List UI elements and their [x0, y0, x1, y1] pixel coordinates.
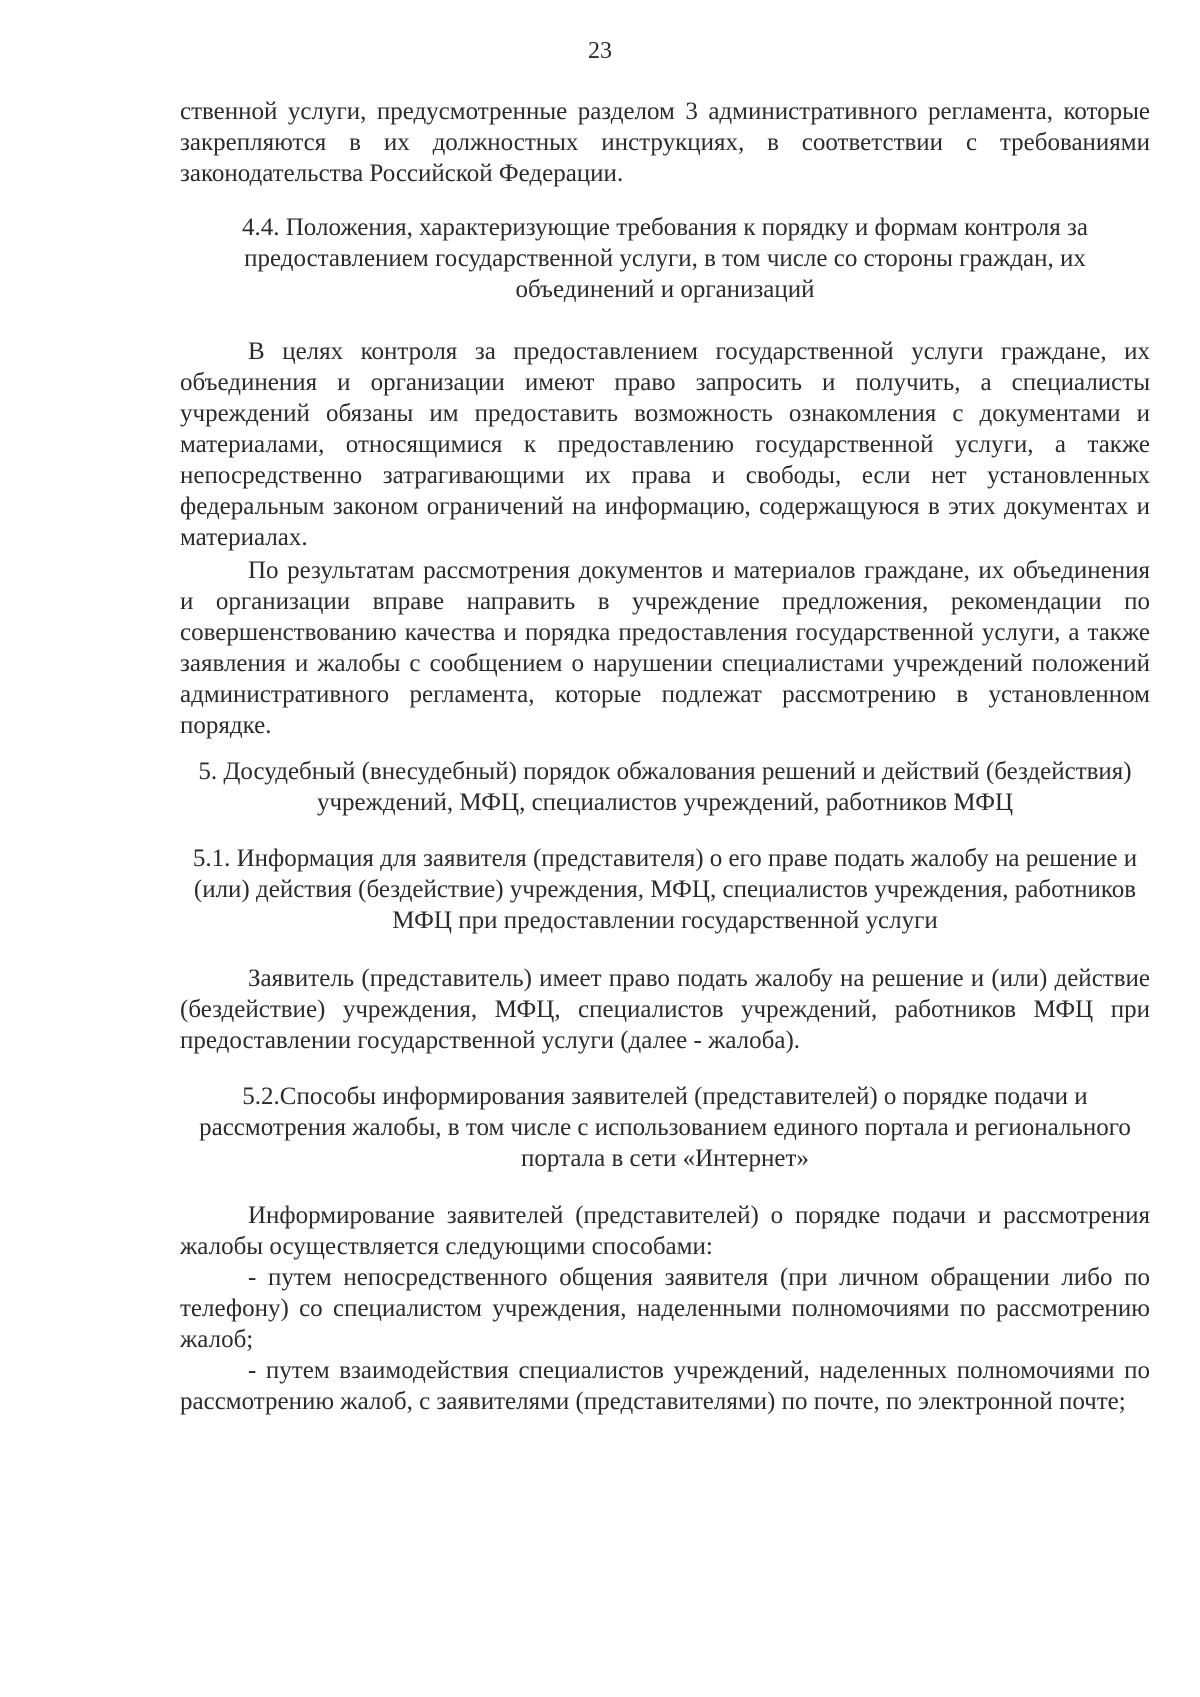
section-5-1-heading: 5.1. Информация для заявителя (представителя) о его праве подать жалобу на решение и (или) действия (бездействие) учреждения, МФЦ, специалистов учреждения, работников МФЦ при предоставлении государственной услуги [192, 845, 1138, 934]
section-4-4-paragraph-1: В целях контроля за предоставлением государственной услуги граждане, их объединения и организации имеют право запросить и получить, а специалисты учреждений обязаны им предоставить возможность ознакомления с документами и материалами, относящимися к предоставлению государственной услуги, а также непосредственно затрагивающими их права и свободы, если нет установленных федеральным законом ограничений на информацию, содержащуюся в этих документах и материалах. [180, 338, 1150, 551]
list-item: - путем взаимодействия специалистов учреждений, наделенных полномочиями по рассмотрению жалоб, с заявителями (представителями) по почте, по электронной почте; [180, 1357, 1150, 1415]
page-number: 23 [588, 38, 612, 64]
section-5-2-intro: Информирование заявителей (представителей) о порядке подачи и рассмотрения жалобы осуществляется следующими способами: [180, 1202, 1150, 1260]
section-4-4-heading: 4.4. Положения, характеризующие требования к порядку и формам контроля за предоставлением государственной услуги, в том числе со стороны граждан, их объединений и организаций [242, 214, 1088, 303]
section-4-4-paragraph-2: По результатам рассмотрения документов и материалов граждане, их объединения и организации вправе направить в учреждение предложения, рекомендации по совершенствованию качества и порядка предоставления государственной услуги, а также заявления и жалобы с сообщением о нарушении специалистами учреждений положений административного регламента, которые подлежат рассмотрению в установленном порядке. [180, 557, 1150, 739]
section-5-heading: 5. Досудебный (внесудебный) порядок обжалования решений и действий (бездействия) учреждений, МФЦ, специалистов учреждений, работников МФЦ [198, 758, 1132, 816]
list-item: - путем непосредственного общения заявителя (при личном обращении либо по телефону) со специалистом учреждения, наделенными полномочиями по рассмотрению жалоб; [180, 1264, 1150, 1353]
section-5-2-heading: 5.2.Способы информирования заявителей (представителей) о порядке подачи и рассмотрения жалобы, в том числе с использованием единого портала и регионального портала в сети «Интернет» [199, 1083, 1131, 1172]
continuation-paragraph: ственной услуги, предусмотренные разделом 3 административного регламента, которые закрепляются в их должностных инструкциях, в соответствии с требованиями законодательства Российской Федерации. [180, 98, 1150, 187]
section-5-1-paragraph: Заявитель (представитель) имеет право подать жалобу на решение и (или) действие (бездействие) учреждения, МФЦ, специалистов учреждений, работников МФЦ при предоставлении государственной услуги (далее - жалоба). [180, 965, 1150, 1054]
